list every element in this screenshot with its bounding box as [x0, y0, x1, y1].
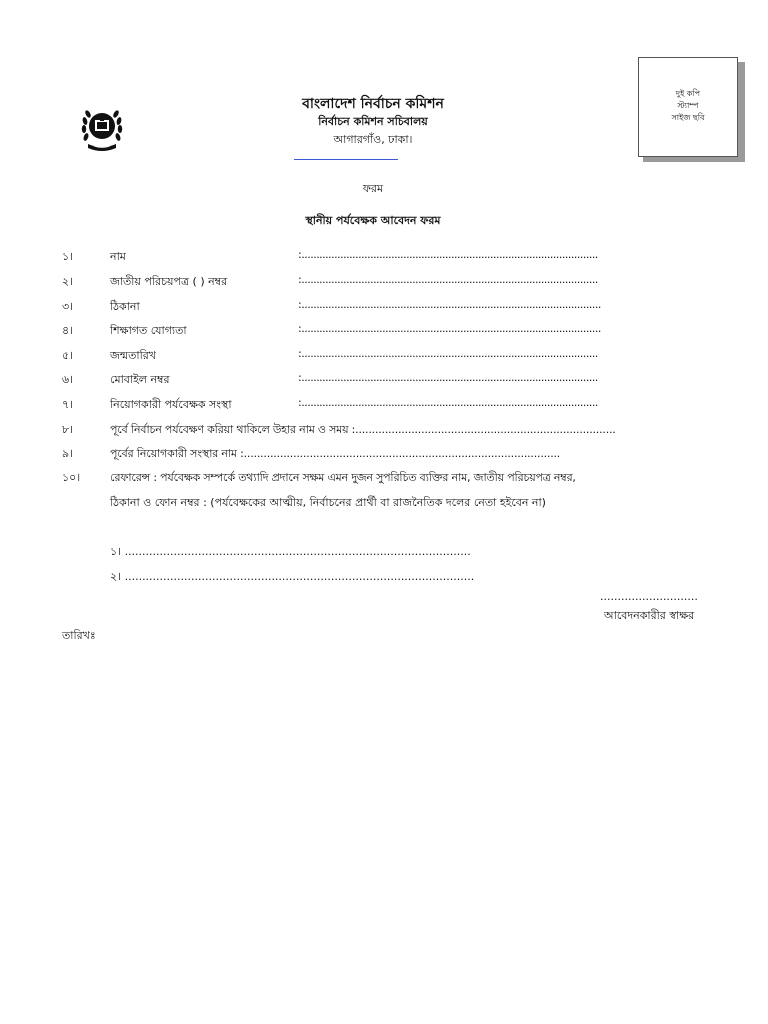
field-row: [62, 347, 702, 363]
field-number: ৫।: [62, 349, 74, 362]
field-number: ১।: [62, 250, 74, 263]
field-number: ৪।: [62, 324, 74, 337]
field-row: [62, 298, 702, 314]
header-underline: [294, 159, 398, 160]
photo-box: [638, 57, 738, 157]
photo-box-line2: স্ট্যাম্প: [677, 101, 699, 110]
reference-line1: রেফারেন্স : পর্যবেক্ষক সম্পর্কে তথ্যাদি প্রদানে সক্ষম এমন দুজন সুপরিচিত ব্যক্তির নাম, জাতীয় পরিচয়পত্র নম্বর,: [110, 471, 576, 484]
field-row: [62, 371, 702, 387]
field-fill-line[interactable]: :...................................................................................................: [298, 396, 598, 409]
reference-2-fill-line[interactable]: ২। ....................................................................................................: [110, 570, 475, 583]
field-number: ৮।: [62, 423, 74, 436]
field-label: নাম: [110, 250, 126, 263]
address: আগারগাঁও, ঢাকা।: [333, 133, 413, 146]
field-row: [62, 396, 702, 412]
field-number: ১০।: [62, 471, 81, 484]
field-fill-line[interactable]: :...................................................................................................: [298, 371, 598, 384]
field-label: জন্মতারিখ: [110, 349, 157, 362]
field-row: [62, 273, 702, 289]
reference-line2: ঠিকানা ও ফোন নম্বর : (পর্যবেক্ষকের আত্মীয়, নির্বাচনের প্রার্থী বা রাজনৈতিক দলের নেতা হইবেন না): [110, 496, 546, 509]
page-subtitle: নির্বাচন কমিশন সচিবালয়: [318, 115, 428, 128]
field-label: ঠিকানা: [110, 300, 140, 313]
photo-box-line3: সাইজ ছবি: [671, 113, 705, 122]
signature-label: আবেদনকারীর স্বাক্ষর: [604, 609, 695, 622]
field-number: ৬।: [62, 373, 74, 386]
reference-row: [62, 469, 702, 485]
form-label: ফরম: [362, 182, 384, 195]
field-row: [62, 322, 702, 338]
photo-box-line1: দুই কপি: [675, 89, 701, 98]
page-title: বাংলাদেশ নির্বাচন কমিশন: [302, 96, 444, 112]
field-label-long[interactable]: পূর্বে নির্বাচন পর্যবেক্ষণ করিয়া থাকিলে উহার নাম ও সময় :...............................................................................: [110, 423, 616, 436]
election-commission-emblem-icon: [80, 100, 124, 154]
field-row: [62, 248, 702, 264]
signature-line[interactable]: ............................: [600, 590, 698, 603]
field-number: ৩।: [62, 300, 74, 313]
field-label: শিক্ষাগত যোগ্যতা: [110, 324, 187, 337]
field-fill-line[interactable]: :....................................................................................................: [298, 322, 601, 335]
field-fill-line[interactable]: :....................................................................................................: [298, 298, 601, 311]
field-number: ২।: [62, 275, 74, 288]
field-label: নিয়োগকারী পর্যবেক্ষক সংস্থা: [110, 398, 232, 411]
field-row-long: [62, 421, 702, 437]
field-label: জাতীয় পরিচয়পত্র ( ) নম্বর: [110, 275, 228, 288]
reference-1-fill-line[interactable]: ১। ...................................................................................................: [110, 545, 471, 558]
field-label: মোবাইল নম্বর: [110, 373, 170, 386]
field-fill-line[interactable]: :...................................................................................................: [298, 347, 598, 360]
field-fill-line[interactable]: :...................................................................................................: [298, 248, 598, 261]
date-label: তারিখঃ: [62, 629, 96, 642]
field-number: ৭।: [62, 398, 74, 411]
form-title: স্থানীয় পর্যবেক্ষক আবেদন ফরম: [305, 214, 441, 227]
field-fill-line[interactable]: :...................................................................................................: [298, 273, 598, 286]
field-number: ৯।: [62, 447, 74, 460]
field-row-long: [62, 445, 702, 461]
field-label-long[interactable]: পূর্বের নিয়োগকারী সংস্থার নাম :................................................................................................: [110, 447, 561, 460]
